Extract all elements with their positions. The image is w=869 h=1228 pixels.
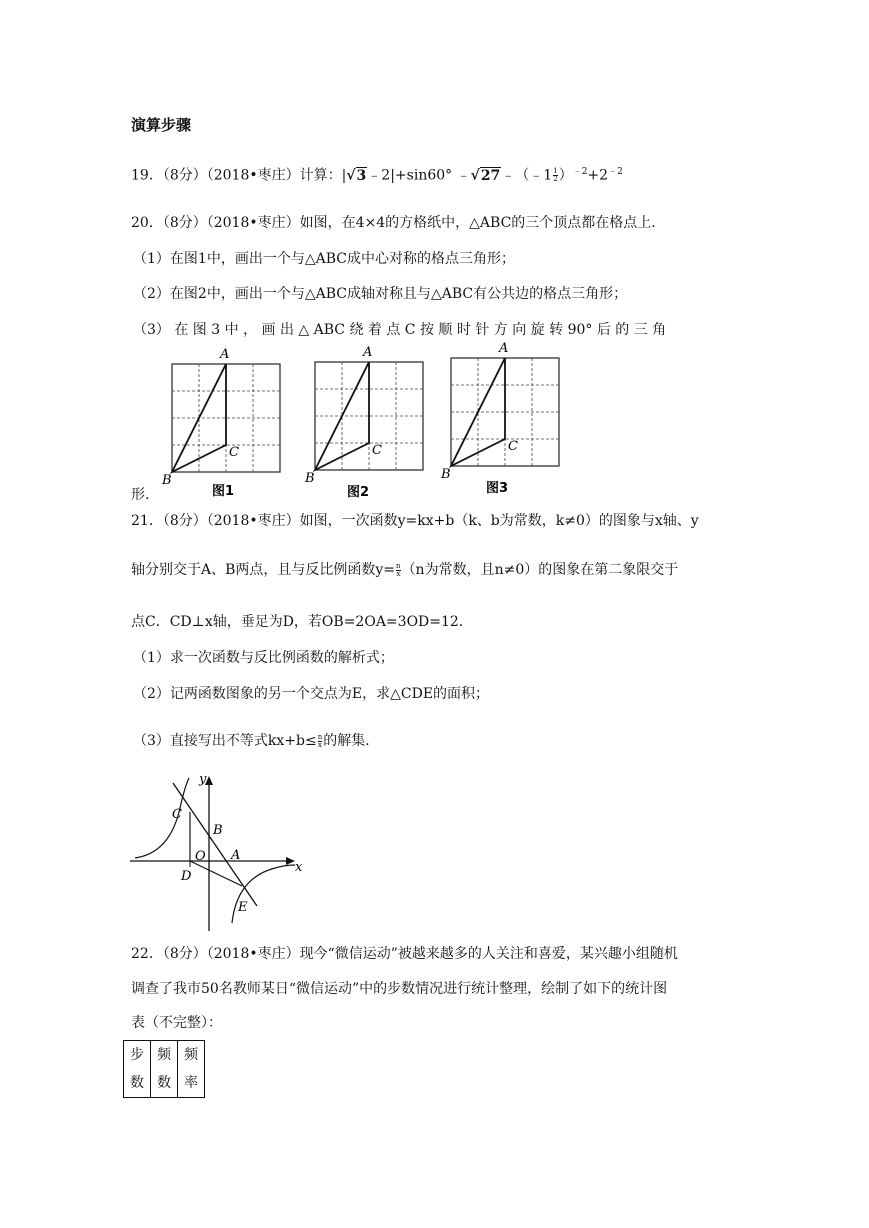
- q22-line3: 表（不完整）：: [131, 1015, 222, 1031]
- q21-part3-a: （3）直接写出不等式kx+b≤: [133, 733, 317, 749]
- graph-label-a: A: [231, 848, 241, 863]
- fig1-label-b: B: [162, 473, 172, 488]
- fig3-label-c: C: [508, 439, 518, 454]
- q20-part2: （2）在图2中，画出一个与△ABC成轴对称且与△ABC有公共边的格点三角形；: [133, 286, 628, 302]
- q19-minus: ﹣: [456, 167, 471, 184]
- graph-label-e: E: [238, 900, 248, 915]
- q22-line2: 调查了我市50名教师某日“微信运动”中的步数情况进行统计整理，绘制了如下的统计图: [131, 981, 668, 997]
- q21-line2-b: （n为常数，且n≠0）的图象在第二象限交于: [401, 562, 679, 578]
- q21-line1: 21．（8分）（2018•枣庄）如图，一次函数y=kx+b（k、b为常数，k≠0）的图象与x轴、y: [131, 513, 699, 529]
- q22-line1: 22．（8分）（2018•枣庄）现今“微信运动”被越来越多的人关注和喜爱，某兴趣小组随机: [131, 946, 678, 962]
- graph-label-d: D: [181, 869, 192, 884]
- fig3-caption: 图3: [486, 481, 509, 496]
- q21-line3: 点C．CD⊥x轴，垂足为D，若OB=2OA=3OD=12．: [131, 614, 473, 630]
- frac-num: n: [396, 561, 401, 570]
- table-cell: [151, 1041, 178, 1098]
- graph-label-c: C: [172, 807, 182, 822]
- sqrt-27: √27: [470, 167, 501, 184]
- sqrt-3-radicand: 3: [356, 167, 367, 184]
- q21-part1: （1）求一次函数与反比例函数的解析式；: [133, 650, 394, 666]
- frac-den: x: [396, 569, 401, 578]
- sqrt-27-radicand: 27: [480, 167, 501, 184]
- fig2-caption: 图2: [347, 485, 370, 500]
- fig2-label-c: C: [372, 443, 382, 458]
- step-count-table: [123, 1040, 205, 1098]
- frac-den: 2: [553, 175, 558, 184]
- frac-num: 1: [553, 167, 558, 176]
- q20-part3-end: 形．: [131, 487, 159, 503]
- q20-part3: （3） 在 图 3 中 ， 画 出 △ ABC 绕 着 点 C 按 顺 时 针 方 向 旋 转 90° 后 的 三 角: [133, 322, 667, 338]
- q19-exp1: ﹣2: [572, 167, 588, 177]
- table-row: [124, 1041, 205, 1098]
- q19-abs-tail: ﹣2: [367, 167, 391, 184]
- abs-bar-left: |: [341, 167, 347, 184]
- graph-label-x: x: [295, 860, 303, 875]
- q21-part3: [133, 731, 379, 751]
- fig1-label-a: A: [220, 347, 230, 362]
- figure-3: [440, 341, 559, 496]
- cell-line: 频: [157, 1047, 171, 1063]
- q21-line2-a: 轴分别交于A、B两点，且与反比例函数y=: [131, 562, 396, 578]
- q21-line2: [131, 560, 678, 580]
- table-cell: [178, 1041, 205, 1098]
- section-title: 演算步骤: [131, 116, 192, 134]
- frac-den: x: [318, 740, 322, 749]
- q19-prefix: 19．（8分）（2018•枣庄）计算：: [131, 167, 342, 184]
- figure-2: [304, 345, 423, 500]
- q21-part3-b: 的解集．: [323, 733, 380, 749]
- fig3-label-a: A: [499, 341, 509, 356]
- q19-plus: +2: [587, 167, 609, 184]
- q21-part2: （2）记两函数图象的另一个交点为E，求△CDE的面积；: [133, 686, 490, 702]
- frac-num: n: [317, 732, 323, 741]
- graph-label-y: y: [199, 772, 207, 787]
- q19-close: ）: [558, 167, 573, 184]
- q21-fraction-n-over-x: [396, 563, 401, 578]
- graph-label-b: B: [213, 823, 223, 838]
- q20-stem: 20．（8分）（2018•枣庄）如图，在4×4的方格纸中，△ABC的三个顶点都在格点上．: [131, 215, 666, 231]
- q21-part3-fraction: [318, 734, 323, 749]
- cell-line: 频: [184, 1047, 198, 1063]
- abs-bar-right: |: [390, 167, 395, 184]
- q21-graph: [125, 768, 325, 938]
- fig2-label-a: A: [363, 345, 373, 360]
- q19-exp2: ﹣2: [608, 167, 623, 177]
- fig3-label-b: B: [441, 467, 451, 482]
- q19-mid: +sin60°: [394, 167, 457, 184]
- cell-line: 步: [130, 1047, 144, 1063]
- question-19: [131, 162, 623, 186]
- figure-1: [161, 347, 280, 499]
- fraction-half: [553, 168, 557, 183]
- table-cell: [124, 1041, 151, 1098]
- q19-part3: ﹣（﹣1: [501, 167, 553, 184]
- cell-line: 率: [184, 1075, 198, 1091]
- sqrt-3: √3: [346, 167, 367, 184]
- q20-figures: [0, 340, 869, 500]
- q20-part1: （1）在图1中，画出一个与△ABC成中心对称的格点三角形；: [133, 251, 515, 267]
- cell-line: 数: [130, 1075, 144, 1091]
- graph-label-o: O: [195, 849, 206, 864]
- fig2-label-b: B: [305, 471, 315, 486]
- fig1-label-c: C: [229, 445, 239, 460]
- cell-line: 数: [157, 1075, 171, 1091]
- fig1-caption: 图1: [212, 484, 235, 499]
